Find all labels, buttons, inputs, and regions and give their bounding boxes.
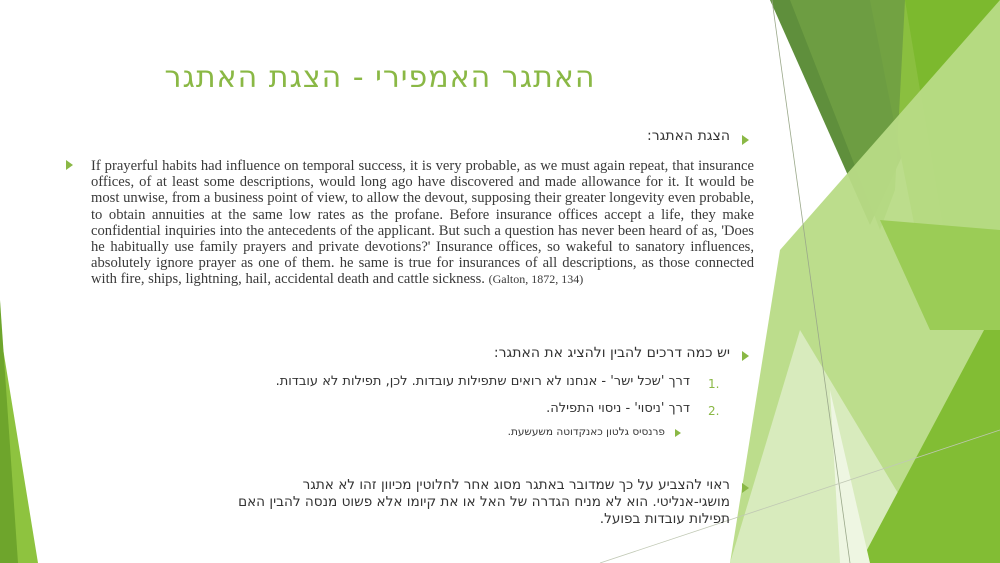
- note-paragraph: ראוי להצביע על כך שמדובר באתגר מסוג אחר לחלוטין מכיוון זהו לא אתגר מושגי-אנליטי. הוא לא מניח הגדרה של האל או את קיומו אלא פשוט מנסה להבין האם תפילות עובדות בפועל.: [238, 477, 730, 527]
- bullet-arrow-icon: [742, 135, 749, 145]
- quote-text: If prayerful habits had influence on temporal success, it is very probable, as we must again repeat, that insurance offices, of at least some descriptions, would long ago have discovered and made allowance for it. It would be most unwise, from a business point of view, to allow the devout, supposing their greater longevity even probable, to obtain annuities at the same low rates as the profane. Before insurance offices accept a life, they make confidential inquiries into the antecedents of the applicant. But such a question has never been heard of as, 'Does he habitually use family prayers and private devotions?' Insurance offices, so wakeful to sanatory influences, absolutely ignore prayer as one of them. he same is true for insurances of all descriptions, as those connected with fire, ships, lightning, hail, accidental death and cattle sickness.: [91, 158, 754, 288]
- bullet-arrow-icon: [742, 351, 749, 361]
- galton-quote: [91, 158, 754, 288]
- list-number: 1.: [708, 377, 720, 391]
- sub-bullet-text: פרנסיס גלטון כאנקדוטה משעשעת.: [507, 426, 665, 438]
- heading-label: הצגת האתגר:: [647, 128, 730, 144]
- list-item: דרך 'שכל ישר' - אנחנו לא רואים שתפילות עובדות. לכן, תפילות לא עובדות.: [275, 374, 690, 389]
- list-item: דרך 'ניסוי' - ניסוי התפילה.: [546, 401, 690, 416]
- quote-citation: (Galton, 1872, 134): [488, 272, 584, 287]
- bullet-arrow-icon: [675, 429, 681, 437]
- list-number: 2.: [708, 404, 720, 418]
- bullet-arrow-icon: [742, 483, 749, 493]
- slide-title: האתגר האמפירי - הצגת האתגר: [164, 60, 596, 95]
- bullet-arrow-icon: [66, 160, 73, 170]
- ways-heading: יש כמה דרכים להבין ולהציג את האתגר:: [493, 345, 730, 361]
